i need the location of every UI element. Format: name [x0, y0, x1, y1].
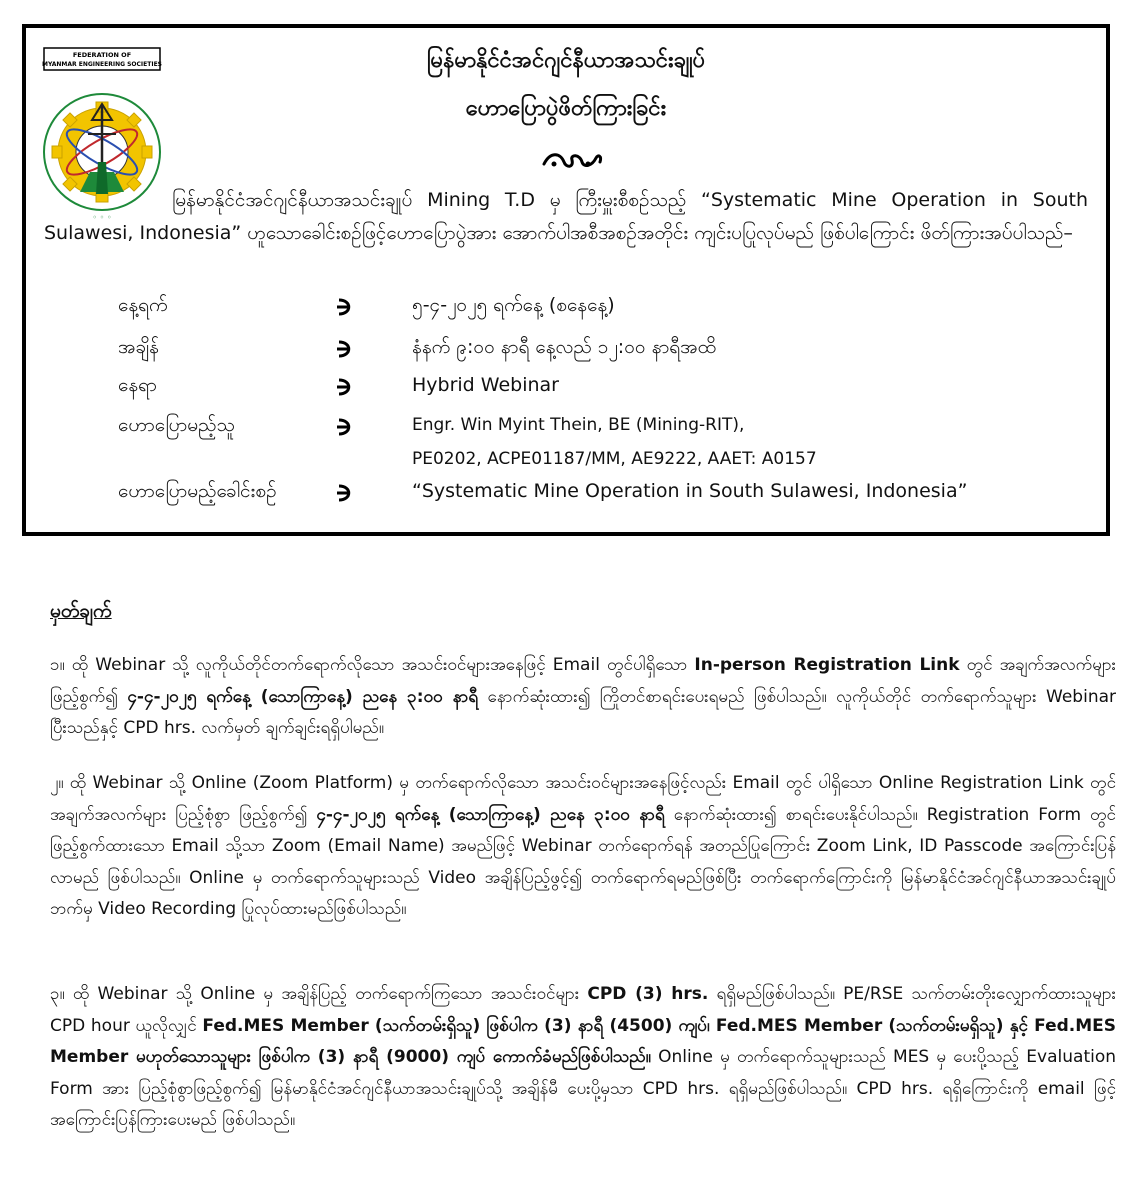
pointer-icon	[334, 482, 356, 504]
pointer-icon	[334, 338, 356, 360]
svg-text:FEDERATION OF: FEDERATION OF	[72, 51, 132, 59]
detail-label: နေ့ရက်	[118, 294, 168, 316]
detail-label: နေရာ	[118, 374, 157, 396]
pointer-icon	[334, 376, 356, 398]
speaker-credentials-line1: Engr. Win Myint Thein, BE (Mining-RIT),	[412, 415, 745, 435]
pointer-icon	[334, 296, 356, 318]
detail-value: ၅-၄-၂၀၂၅ ရက်နေ့ (စနေနေ့)	[412, 294, 615, 316]
detail-label: ဟောပြောမည့်ခေါင်းစဉ်	[118, 480, 277, 502]
note-1: ၁။ ထို Webinar သို့ လူကိုယ်တိုင်တက်ရောက်လိုသော အသင်းဝင်များအနေဖြင့် Email တွင်ပါရှိသော In-person Registration Link တွင် အချက်အလက်များ ဖြည့်စွက်၍ ၄-၄-၂၀၂၅ ရက်နေ့ (သောကြာနေ့) ညနေ ၃:၀၀ နာရီ နောက်ဆုံးထား၍ ကြိုတင်စာရင်းပေးရမည် ဖြစ်ပါသည်။ လူကိုယ်တိုင် တက်ရောက်သူများ Webinar ပြီးသည်နှင့် CPD hrs. လက်မှတ် ချက်ချင်းရရှိပါမည်။	[50, 655, 1117, 738]
intro-text: မြန်မာနိုင်ငံအင်ဂျင်နီယာအသင်းချုပ် Mining T.D မှ ကြီးမှူးစီစဉ်သည့် “Systematic Mine Operation in South Sulawesi, Indonesia” ဟူသောခေါင်းစဉ်ဖြင့်ဟောပြောပွဲအား အောက်ပါအစီအစဉ်အတိုင်း ကျင်းပပြုလုပ်မည် ဖြစ်ပါကြောင်း ဖိတ်ကြားအပ်ပါသည်–	[44, 189, 1088, 244]
detail-value: နံနက် ၉:၀၀ နာရီ နေ့လည် ၁၂:၀၀ နာရီအထိ	[412, 336, 716, 358]
svg-text:MYANMAR ENGINEERING SOCIETIES: MYANMAR ENGINEERING SOCIETIES	[41, 61, 163, 68]
detail-label: ဟောပြောမည့်သူ	[118, 414, 235, 436]
invitation-heading: ဟောပြောပွဲဖိတ်ကြားခြင်း	[465, 96, 667, 121]
deadline-text: ၄-၄-၂၀၂၅ ရက်နေ့ (သောကြာနေ့) ညနေ ၃:၀၀ နာရီ	[316, 804, 665, 825]
pointer-icon	[334, 416, 356, 438]
intro-paragraph	[44, 184, 1088, 250]
registration-link-label: In-person Registration Link	[694, 655, 960, 675]
deadline-text: ၄-၄-၂၀၂၅ ရက်နေ့ (သောကြာနေ့) ညနေ ၃:၀၀ နာရီ	[127, 686, 479, 707]
notes-heading: မှတ်ချက်	[50, 600, 112, 622]
detail-label: အချိန်	[118, 336, 159, 358]
ornament-divider-icon	[540, 150, 604, 172]
note-3: ၃။ ထို Webinar သို့ Online မှ အချိန်ပြည့် တက်ရောက်ကြသော အသင်းဝင်များ CPD (3) hrs. ရရှိမည်ဖြစ်ပါသည်။ PE/RSE သက်တမ်းတိုးလျှောက်ထားသူများ CPD hour ယူလိုလျှင် Fed.MES Member (သက်တမ်းရှိသူ) ဖြစ်ပါက (3) နာရီ (4500) ကျပ်၊ Fed.MES Member (သက်တမ်းမရှိသူ) နှင့် Fed.MES Member မဟုတ်သောသူများ ဖြစ်ပါက (3) နာရီ (9000) ကျပ် ကောက်ခံမည်ဖြစ်ပါသည်။ Online မှ တက်ရောက်သူများသည် MES မှ ပေးပို့သည့် Evaluation Form အား ပြည့်စုံစွာဖြည့်စွက်၍ မြန်မာနိုင်ငံအင်ဂျင်နီယာအသင်းချုပ်သို့ အချိန်မီ ပေးပို့မှသာ CPD hrs. ရရှိမည်ဖြစ်ပါသည်။ CPD hrs. ရရှိကြောင်းကို email ဖြင့် အကြောင်းပြန်ကြားပေးမည် ဖြစ်ပါသည်။	[50, 984, 1117, 1130]
detail-value: Hybrid Webinar	[412, 374, 559, 396]
speaker-credentials-line2: PE0202, ACPE01187/MM, AE9222, AAET: A0157	[412, 449, 817, 469]
cpd-hours-text: CPD (3) hrs.	[587, 984, 709, 1004]
invitation-box	[22, 24, 1110, 536]
org-name-heading: မြန်မာနိုင်ငံအင်ဂျင်နီယာအသင်းချုပ်	[426, 48, 706, 73]
fee-text: Fed.MES Member (သက်တမ်းရှိသူ) ဖြစ်ပါက (3) နာရီ (4500) ကျပ်၊ Fed.MES Member (သက်တမ်းမရှိသူ) နှင့် Fed.MES Member မဟုတ်သောသူများ ဖြစ်ပါက (3) နာရီ (9000) ကျပ် ကောက်ခံမည်ဖြစ်ပါသည်။	[50, 1015, 1116, 1067]
note-2: ၂။ ထို Webinar သို့ Online (Zoom Platform) မှ တက်ရောက်လိုသော အသင်းဝင်များအနေဖြင့်လည်း Email တွင် ပါရှိသော Online Registration Link တွင် အချက်အလက်များ ပြည့်စုံစွာ ဖြည့်စွက်၍ ၄-၄-၂၀၂၅ ရက်နေ့ (သောကြာနေ့) ညနေ ၃:၀၀ နာရီ နောက်ဆုံးထား၍ စာရင်းပေးနိုင်ပါသည်။ Registration Form တွင် ဖြည့်စွက်ထားသော Email သို့သာ Zoom (Email Name) အမည်ဖြင့် Webinar တက်ရောက်ရန် အတည်ပြုကြောင်း Zoom Link, ID Passcode အကြောင်းပြန်လာမည် ဖြစ်ပါသည်။ Online မှ တက်ရောက်သူများသည် Video အချိန်ပြည့်ဖွင့်၍ တက်ရောက်ရမည်ဖြစ်ပြီး တက်ရောက်ကြောင်းကို မြန်မာနိုင်ငံအင်ဂျင်နီယာအသင်းချုပ်ဘက်မှ Video Recording ပြုလုပ်ထားမည်ဖြစ်ပါသည်။	[50, 773, 1116, 919]
detail-value: “Systematic Mine Operation in South Sulawesi, Indonesia”	[412, 480, 968, 502]
svg-text:◦ ◦ ◦: ◦ ◦ ◦	[92, 213, 112, 222]
